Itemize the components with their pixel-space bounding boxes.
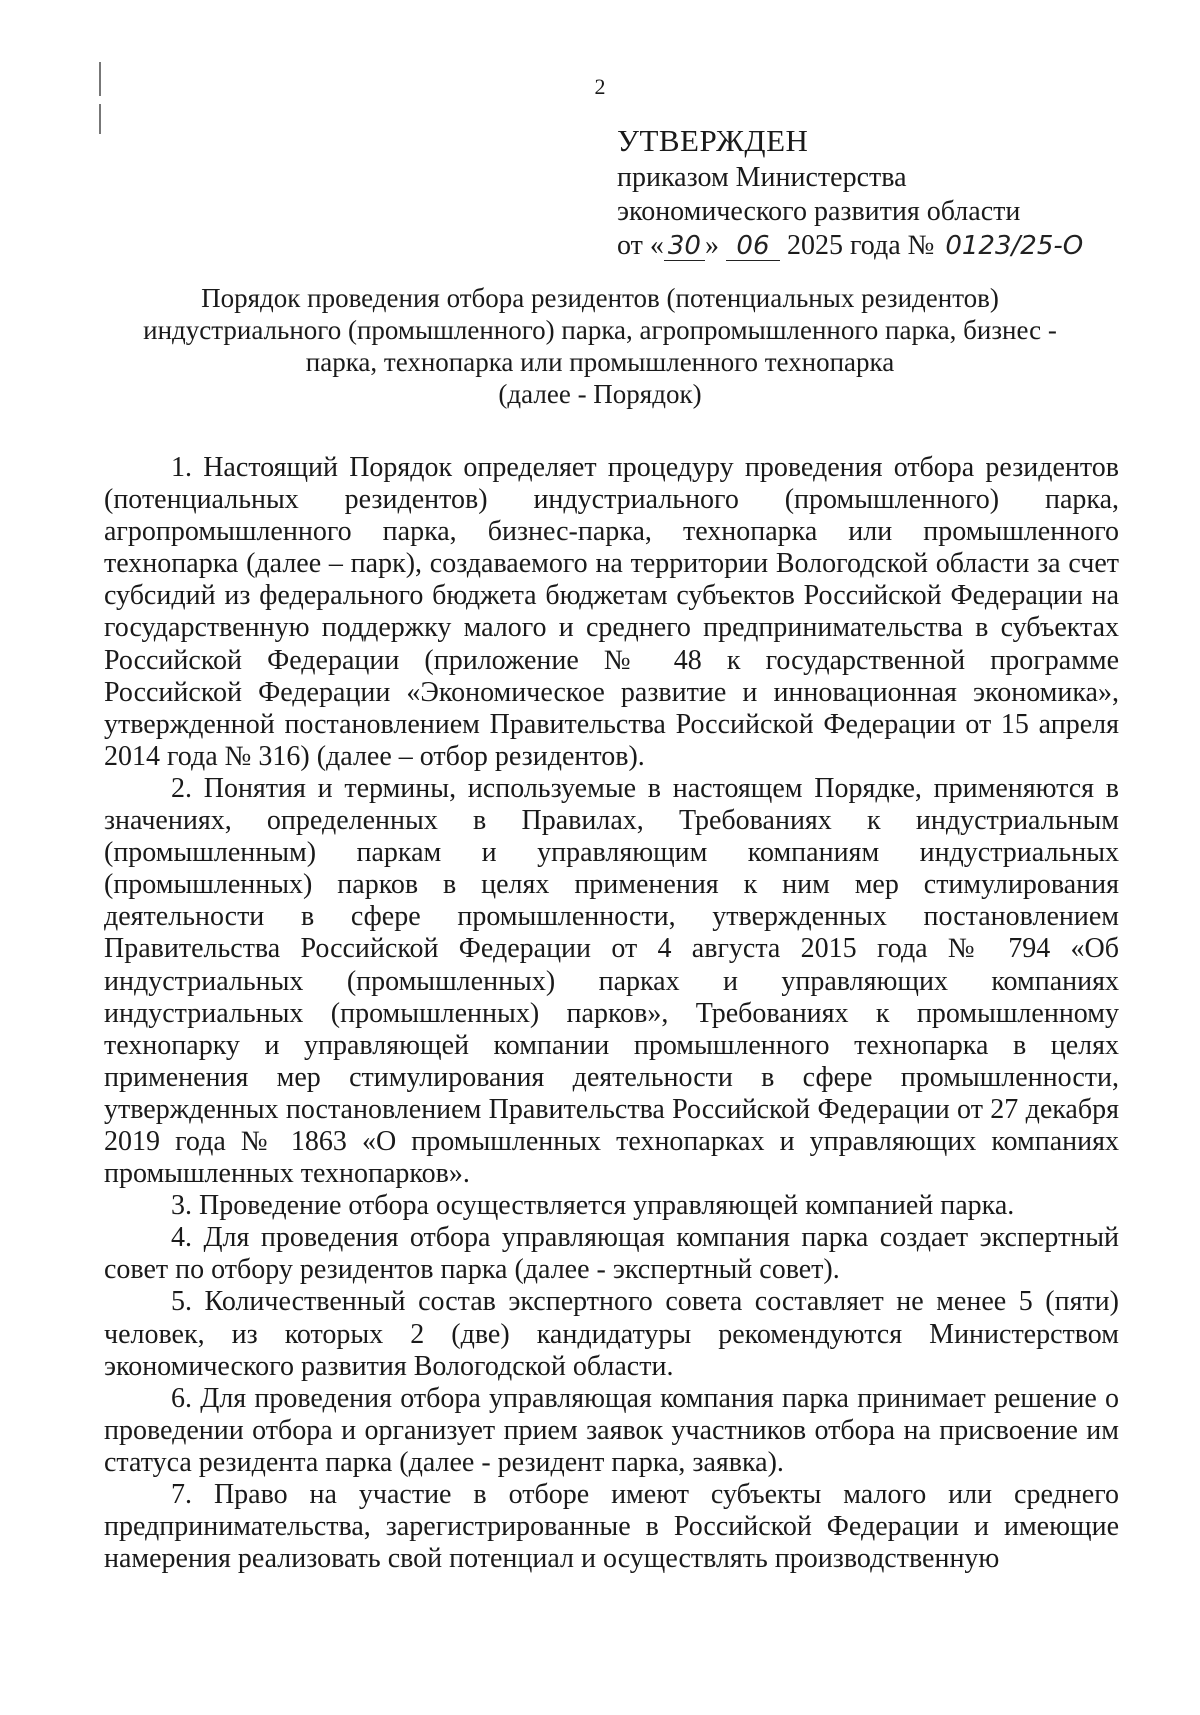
title-line: Порядок проведения отбора резидентов (потенциальных резидентов) — [201, 283, 999, 313]
document-title — [110, 282, 1090, 410]
paragraph: 5. Количественный состав экспертного совета составляет не менее 5 (пяти) человек, из которых 2 (две) кандидатуры рекомендуются Министерством экономического развития Вологодской области. — [104, 1286, 1119, 1382]
approval-title: УТВЕРЖДЕН — [617, 123, 809, 158]
approval-stamp-block — [617, 121, 1087, 263]
paragraph: 1. Настоящий Порядок определяет процедуру проведения отбора резидентов (потенциальных резидентов) индустриального (промышленного) парка, агропромышленного парка, бизнес-парка, технопарка или промышленного технопарка (далее – парк), создаваемого на территории Вологодской области за счет субсидий из федерального бюджета бюджетам субъектов Российской Федерации на государственную поддержку малого и среднего предпринимательства в субъектах Российской Федерации (приложение № 48 к государственной программе Российской Федерации «Экономическое развитие и инновационная экономика», утвержденной постановлением Правительства Российской Федерации от 15 апреля 2014 года № 316) (далее – отбор резидентов). — [104, 452, 1119, 772]
date-prefix: от « — [617, 230, 664, 261]
document-body — [104, 452, 1119, 1575]
handwritten-month: 06 — [726, 232, 780, 261]
paragraph: 3. Проведение отбора осуществляется управляющей компанией парка. — [171, 1190, 1015, 1222]
paragraph: 2. Понятия и термины, используемые в настоящем Порядке, применяются в значениях, определенных в Правилах, Требованиях к индустриальным (промышленным) паркам и управляющим компаниям индустриальных (промышленных) парков в целях применения к ним мер стимулирования деятельности в сфере промышленности, утвержденных постановлением Правительства Российской Федерации от 4 августа 2015 года № 794 «Об индустриальных (промышленных) парках и управляющих компаниях индустриальных (промышленных) парков», Требованиях к промышленному технопарку и управляющей компании промышленного технопарка в целях применения мер стимулирования деятельности в сфере промышленности, утвержденных постановлением Правительства Российской Федерации от 27 декабря 2019 года № 1863 «О промышленных технопарках и управляющих компаниях промышленных технопарков». — [104, 772, 1119, 1190]
approval-line: экономического развития области — [617, 196, 1021, 227]
approval-line: приказом Министерства — [617, 162, 907, 193]
handwritten-order-number: 0123/25-О — [945, 231, 1084, 261]
scan-mark — [99, 104, 101, 134]
approval-date-line — [617, 229, 1087, 263]
title-line: (далее - Порядок) — [498, 379, 702, 409]
date-year: 2025 года № — [786, 230, 935, 261]
title-line: парка, технопарка или промышленного технопарка — [305, 347, 895, 377]
title-line: индустриального (промышленного) парка, агропромышленного парка, бизнес - — [143, 315, 1057, 345]
handwritten-day: 30 — [664, 232, 705, 261]
paragraph: 4. Для проведения отбора управляющая компания парка создает экспертный совет по отбору резидентов парка (далее - экспертный совет). — [104, 1222, 1119, 1286]
date-mid: » — [704, 230, 719, 261]
paragraph: 7. Право на участие в отборе имеют субъекты малого или среднего предпринимательства, зарегистрированные в Российской Федерации и имеющие намерения реализовать свой потенциал и осуществлять производственную — [104, 1479, 1119, 1575]
paragraph: 6. Для проведения отбора управляющая компания парка принимает решение о проведении отбора и организует прием заявок участников отбора на присвоение им статуса резидента парка (далее - резидент парка, заявка). — [104, 1382, 1119, 1478]
page-number: 2 — [594, 74, 606, 99]
